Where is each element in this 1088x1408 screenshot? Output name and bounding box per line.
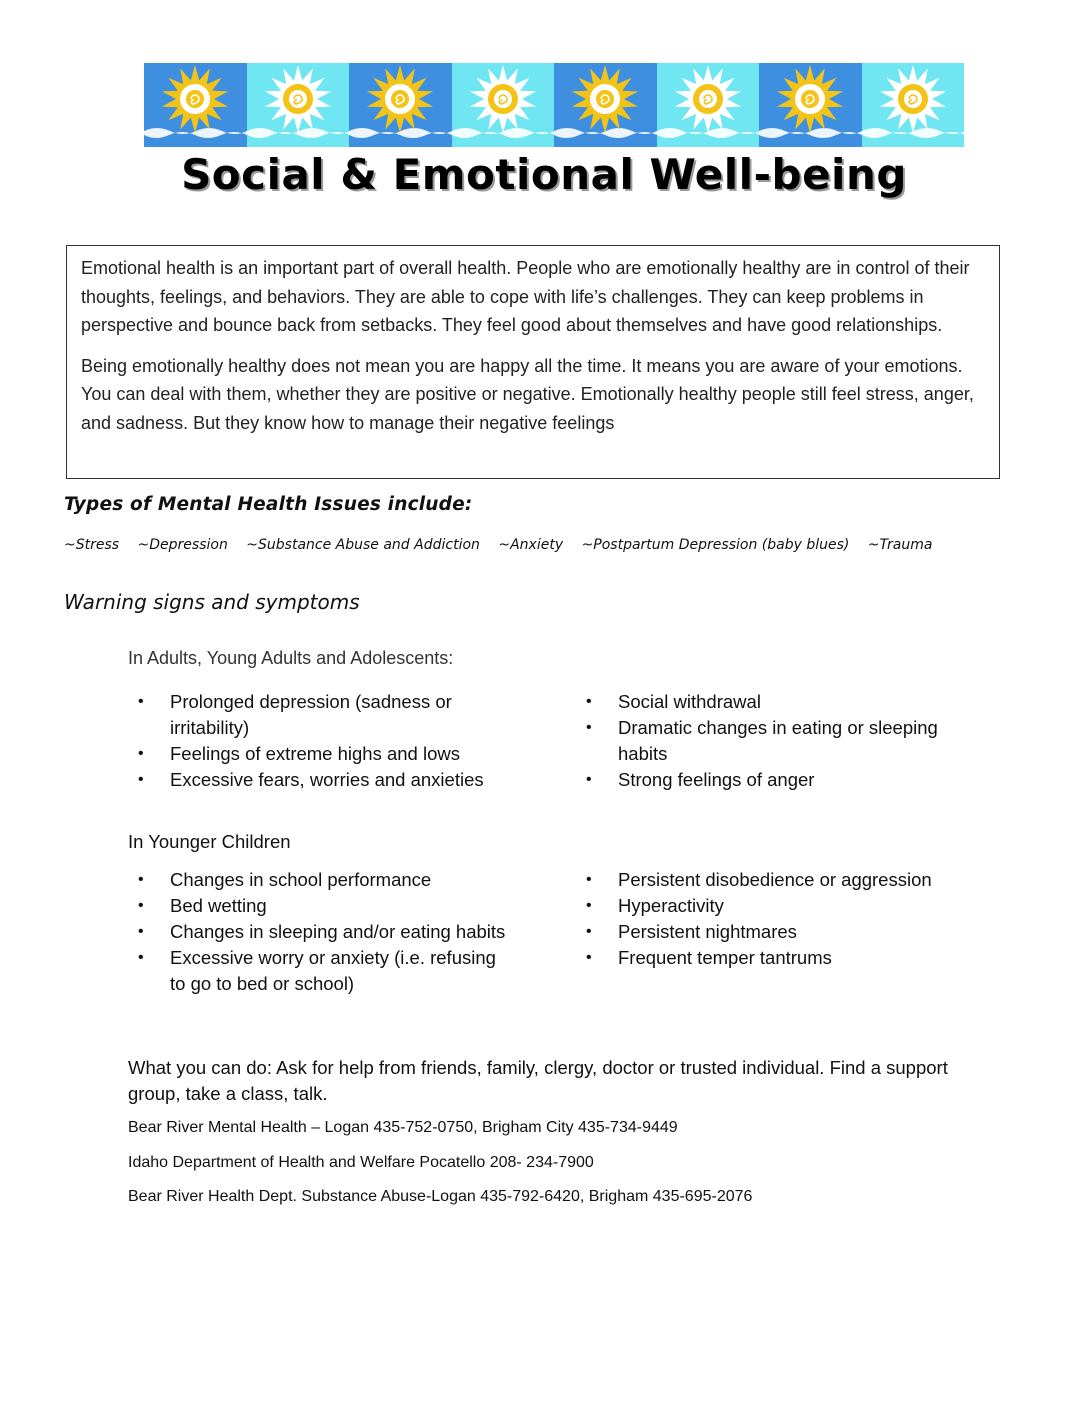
children-heading: In Younger Children bbox=[128, 831, 291, 852]
sun-icon bbox=[862, 63, 965, 147]
list-item: • Excessive worry or anxiety (i.e. refusing to go to bed or school) bbox=[128, 945, 508, 997]
sun-icon bbox=[247, 63, 350, 147]
what-you-can-do: What you can do: Ask for help from friends, family, clergy, doctor or trusted individual. Find a support group, take a class, talk. bbox=[128, 1057, 948, 1104]
type-item: ~Substance Abuse and Addiction bbox=[246, 537, 480, 553]
children-signs-right bbox=[576, 867, 976, 971]
sun-icon bbox=[349, 63, 452, 147]
sun-tile bbox=[554, 63, 657, 147]
children-signs-left bbox=[128, 867, 508, 997]
type-item: ~Stress bbox=[64, 537, 120, 553]
page-title: Social & Emotional Well-being bbox=[181, 150, 907, 199]
sun-banner bbox=[144, 63, 964, 147]
sun-tile bbox=[657, 63, 760, 147]
sun-icon bbox=[144, 63, 247, 147]
types-list bbox=[64, 537, 946, 553]
list-item: • Frequent temper tantrums bbox=[576, 945, 976, 971]
types-heading: Types of Mental Health Issues include: bbox=[64, 494, 473, 515]
warning-heading: Warning signs and symptoms bbox=[64, 590, 360, 614]
sun-tile bbox=[862, 63, 965, 147]
list-item: • Feelings of extreme highs and lows bbox=[128, 741, 508, 767]
list-item: • Persistent nightmares bbox=[576, 919, 976, 945]
adults-signs-left bbox=[128, 689, 508, 793]
list-item: • Social withdrawal bbox=[576, 689, 976, 715]
sun-icon bbox=[452, 63, 555, 147]
sun-tile bbox=[349, 63, 452, 147]
list-item: • Prolonged depression (sadness or irritability) bbox=[128, 689, 508, 741]
list-item: • Excessive fears, worries and anxieties bbox=[128, 767, 508, 793]
sun-tile bbox=[144, 63, 247, 147]
intro-box bbox=[66, 245, 1000, 479]
sun-icon bbox=[554, 63, 657, 147]
list-item: • Bed wetting bbox=[128, 893, 508, 919]
sun-icon bbox=[657, 63, 760, 147]
list-item: • Strong feelings of anger bbox=[576, 767, 976, 793]
list-item: • Persistent disobedience or aggression bbox=[576, 867, 976, 893]
sun-icon bbox=[759, 63, 862, 147]
type-item: ~Postpartum Depression (baby blues) bbox=[581, 537, 850, 553]
type-item: ~Anxiety bbox=[498, 537, 564, 553]
list-item: • Changes in sleeping and/or eating habits bbox=[128, 919, 508, 945]
contact-line: Idaho Department of Health and Welfare Pocatello 208- 234-7900 bbox=[128, 1154, 594, 1171]
intro-paragraph-1: Emotional health is an important part of overall health. People who are emotionally healthy are in control of their thoughts, feelings, and behaviors. They are able to cope with life’s challenges. They can keep problems in perspective and bounce back from setbacks. They feel good about themselves and have good relationships. bbox=[81, 258, 970, 335]
type-item: ~Depression bbox=[137, 537, 228, 553]
adults-heading: In Adults, Young Adults and Adolescents: bbox=[128, 648, 454, 668]
type-item: ~Trauma bbox=[867, 537, 933, 553]
contact-line: Bear River Health Dept. Substance Abuse-Logan 435-792-6420, Brigham 435-695-2076 bbox=[128, 1188, 753, 1205]
sun-tile bbox=[452, 63, 555, 147]
sun-tile bbox=[759, 63, 862, 147]
list-item: • Changes in school performance bbox=[128, 867, 508, 893]
adults-signs-right bbox=[576, 689, 976, 793]
intro-paragraph-2: Being emotionally healthy does not mean you are happy all the time. It means you are aware of your emotions. You can deal with them, whether they are positive or negative. Emotionally healthy people still feel stress, anger, and sadness. But they know how to manage their negative feelings bbox=[81, 355, 974, 433]
contact-line: Bear River Mental Health – Logan 435-752-0750, Brigham City 435-734-9449 bbox=[128, 1119, 678, 1136]
list-item: • Dramatic changes in eating or sleeping habits bbox=[576, 715, 976, 767]
sun-tile bbox=[247, 63, 350, 147]
list-item: • Hyperactivity bbox=[576, 893, 976, 919]
